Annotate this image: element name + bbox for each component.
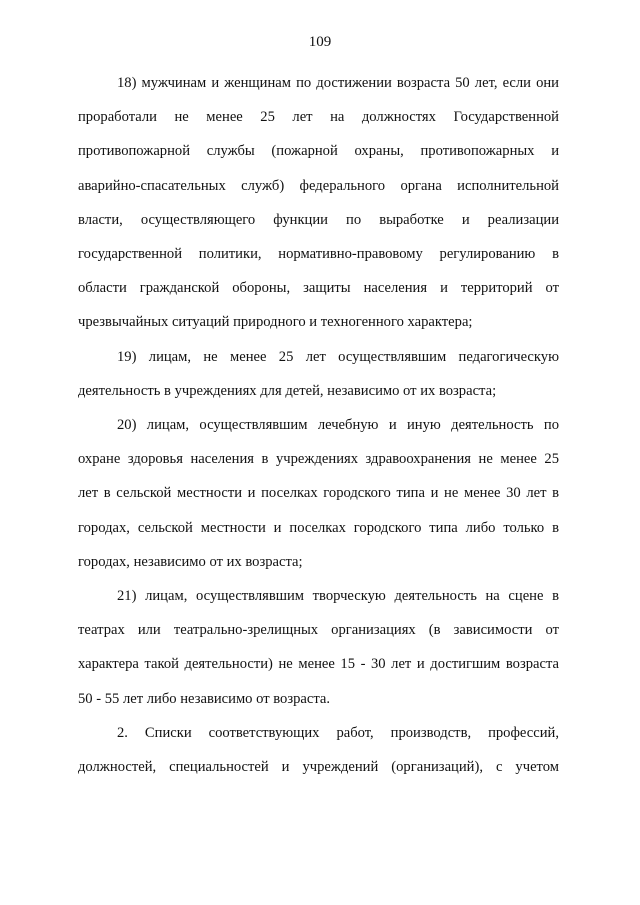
text-line: государственной политики, нормативно-правовому регулированию в (78, 246, 559, 263)
text-line: лет в сельской местности и поселках городского типа и не менее 30 лет в (78, 485, 559, 502)
text-line: 21) лицам, осуществлявшим творческую деятельность на сцене в (117, 588, 559, 605)
text-line: чрезвычайных ситуаций природного и техногенного характера; (78, 314, 473, 331)
text-line: характера такой деятельности) не менее 15 - 30 лет и достигшим возраста (78, 656, 559, 673)
text-line: 20) лицам, осуществлявшим лечебную и иную деятельность по (117, 417, 559, 434)
text-line: деятельность в учреждениях для детей, независимо от их возраста; (78, 382, 497, 399)
page-number: 109 (308, 34, 332, 50)
text-line: 19) лицам, не менее 25 лет осуществлявшим педагогическую (117, 348, 559, 365)
text-line: противопожарной службы (пожарной охраны, противопожарных и (78, 143, 559, 160)
text-line: проработали не менее 25 лет на должностях Государственной (78, 109, 559, 126)
text-line: аварийно-спасательных служб) федерального органа исполнительной (78, 177, 559, 194)
text-line: охране здоровья населения в учреждениях здравоохранения не менее 25 (78, 451, 559, 468)
text-line: городах, независимо от их возраста; (78, 553, 303, 570)
text-line: театрах или театрально-зрелищных организациях (в зависимости от (78, 622, 559, 639)
text-line: должностей, специальностей и учреждений (организаций), с учетом (78, 759, 559, 776)
document-body (78, 66, 559, 784)
text-line: области гражданской обороны, защиты населения и территорий от (78, 280, 559, 297)
text-line: городах, сельской местности и поселках городского типа либо только в (78, 519, 559, 536)
text-line: 50 - 55 лет либо независимо от возраста. (78, 690, 331, 707)
text-line: 18) мужчинам и женщинам по достижении возраста 50 лет, если они (117, 75, 559, 91)
text-line: власти, осуществляющего функции по выработке и реализации (78, 211, 559, 228)
text-line: 2. Списки соответствующих работ, производств, профессий, (117, 724, 559, 741)
